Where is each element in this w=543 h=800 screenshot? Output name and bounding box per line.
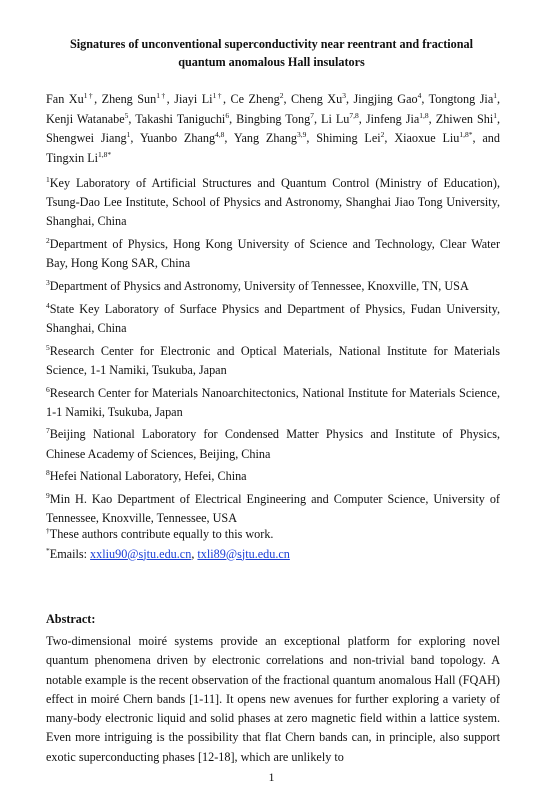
author-affiliation-mark: 1 [493,110,498,120]
affiliation-number: 7 [46,426,50,436]
asterisk-mark: * [46,545,50,555]
author-affiliation-mark: 5 [124,110,129,120]
author [174,92,223,106]
affiliation-item [46,277,500,296]
author-affiliation-mark: 1 [126,129,131,139]
paper-title [40,36,503,71]
affiliation-text: Research Center for Electronic and Optical Materials, National Institute for Materials Science, 1-1 Namiki, Tsukuba, Japan [46,343,500,377]
affiliation-number: 3 [46,277,50,287]
affiliation-item [46,490,500,528]
author-name: Tingxin Li [46,150,99,165]
author-name: Xiaoxue Liu [394,131,460,145]
affiliation-item [46,174,500,232]
affiliation-number: 8 [46,468,50,478]
affiliation-item [46,235,500,273]
author [436,112,497,126]
author [321,112,359,126]
title-line-1: Signatures of unconventional superconductivity near reentrant and fractional [70,37,473,51]
affiliation-text: Key Laboratory of Artificial Structures and Quantum Control (Ministry of Education), Tsung-Dao Lee Institute, School of Physics and Astronomy, Shanghai Jiao Tong University, Shanghai, China [46,176,500,229]
affiliation-number: 2 [46,236,50,246]
abstract-heading: Abstract: [46,612,96,626]
affiliation-list [46,174,500,532]
affiliation-number: 5 [46,342,50,352]
author [236,112,314,126]
author-name: Tongtong Jia [428,92,494,106]
author [291,92,346,106]
affiliation-item [46,467,500,486]
author-name: Yang Zhang [233,131,298,145]
affiliation-item [46,425,500,463]
affiliation-item [46,300,500,338]
author [46,92,94,106]
page-number: 1 [268,770,275,784]
author-name: Yuanbo Zhang [139,131,216,145]
author [46,112,128,126]
author-affiliation-mark: 1,8 [419,110,429,120]
author-affiliation-mark: 1,8* [459,129,473,139]
author [234,131,307,145]
author-name: Jinfeng Jia [365,111,420,126]
author-affiliation-mark: 7 [310,110,314,120]
author-name: Shiming Lei [316,131,381,145]
author [46,151,111,165]
equal-contribution-note [46,525,500,545]
author [231,92,284,106]
email-link-2[interactable]: txli89@sjtu.edu.cn [197,546,290,561]
email-link-1[interactable]: xxliu90@sjtu.edu.cn [90,546,192,561]
affiliation-text: Min H. Kao Department of Electrical Engineering and Computer Science, University of Tennessee, Knoxville, Tennessee, USA [46,492,500,526]
author-affiliation-mark: 4 [417,90,422,100]
author-affiliation-mark: 4,8 [215,129,225,139]
author-affiliation-mark: 3,9 [297,129,307,139]
author-affiliation-mark: 3 [342,90,346,100]
author-name: Zhiwen Shi [435,111,494,126]
dagger-mark: † [46,525,50,535]
email-note [46,545,500,565]
author-name: Kenji Watanabe [46,111,125,126]
email-separator: , [191,546,198,561]
author-name: Bingbing Tong [236,111,311,126]
author [135,112,229,126]
abstract-body: Two-dimensional moiré systems provide an exceptional platform for exploring novel quantum phenomena driven by electronic correlations and non-trivial band topology. A notable example is the recent observation of the fractional quantum anomalous Hall (FQAH) effect in moiré Chern bands [1-11]. It opens new avenues for further exploring a variety of many-body electronic liquid and solid phases at zero magnetic field within a lattice system. Even more intriguing is the possibility that flat Chern bands can, in principle, also support exotic superconducting phases [12-18], which are unlikely to [46,634,500,764]
author-affiliation-mark: 6 [225,110,230,120]
author-list: Fan $Xu^{1\dagger}$, Zheng Sun$^{1\dagger}$, Jiayi $Li^{1\dagger}$, Ce Zheng$^2$, Cheng Xu$^3$, Jingjing Gao$^4$, Tongtong Jia$^1$, Kenji Watanabe$^5$, Takashi Taniguchi$^6$, Bingbing Tong$^7$, Li Lu$^{7,8}$, Jinfeng Jia$^{1,8}$, Zhiwen Shi$^1$, Shengwei Jiang$^1$, Yuanbo Zhang$^{4,8}$, Yang Zhang$^{3,9}$, Shiming Lei$^2$, Xiaoxue Liu$^{1,8*}$, and Tingxin $Li^{1,8*}$ [46,90,501,165]
affiliation-text: Research Center for Materials Nanoarchitectonics, National Institute for Materials Science, 1-1 Namiki, Tsukuba, Japan [46,385,500,419]
author [316,131,384,145]
author-affiliation-mark: 2 [380,129,385,139]
author [354,92,422,106]
author-affiliation-mark: 1† [83,90,95,100]
affiliation-text: Beijing National Laboratory for Condensed Matter Physics and Institute of Physics, Chinese Academy of Sciences, Beijing, China [46,427,500,461]
affiliation-number: 4 [46,300,50,310]
author-affiliation-mark: 1 [493,90,497,100]
author-name: Takashi Taniguchi [135,111,226,126]
author-affiliation-mark: 2 [279,90,284,100]
author [46,131,130,145]
affiliation-text: Department of Physics, Hong Kong University of Science and Technology, Clear Water Bay, Hong Kong SAR, China [46,237,500,271]
author-affiliation-mark: 7,8 [349,110,359,120]
author-name: Cheng Xu [290,92,343,106]
affiliation-number: 1 [46,174,50,184]
affiliation-number: 9 [46,490,50,500]
author-name: Ce Zheng [230,92,280,106]
author-name: Fan Xu [46,92,84,106]
affiliation-text: Department of Physics and Astronomy, University of Tennessee, Knoxville, TN, USA [49,279,469,294]
email-label: Emails: [49,546,91,561]
author-affiliation-mark: 1† [212,90,223,100]
author-name: Zheng Sun [101,92,157,106]
footnotes [46,525,500,564]
affiliation-text: State Key Laboratory of Surface Physics and Department of Physics, Fudan University, Shanghai, China [46,301,500,335]
author-name: Jingjing Gao [353,92,418,106]
author [394,131,472,145]
title-line-2: quantum anomalous Hall insulators [178,54,365,69]
author-affiliation-mark: 1† [156,90,167,100]
author [102,92,167,106]
author-affiliation-mark: 1,8* [98,149,112,159]
author-name: Jiayi Li [174,92,213,106]
author [140,131,225,145]
author-name: Li Lu [321,111,350,126]
affiliation-text: Hefei National Laboratory, Hefei, China [49,469,247,484]
author-name: Shengwei Jiang [46,131,127,145]
affiliation-item [46,384,500,422]
affiliation-number: 6 [46,384,50,394]
equal-contribution-text: These authors contribute equally to this work. [49,527,274,541]
author [366,112,429,126]
author [429,92,497,106]
affiliation-item [46,342,500,380]
